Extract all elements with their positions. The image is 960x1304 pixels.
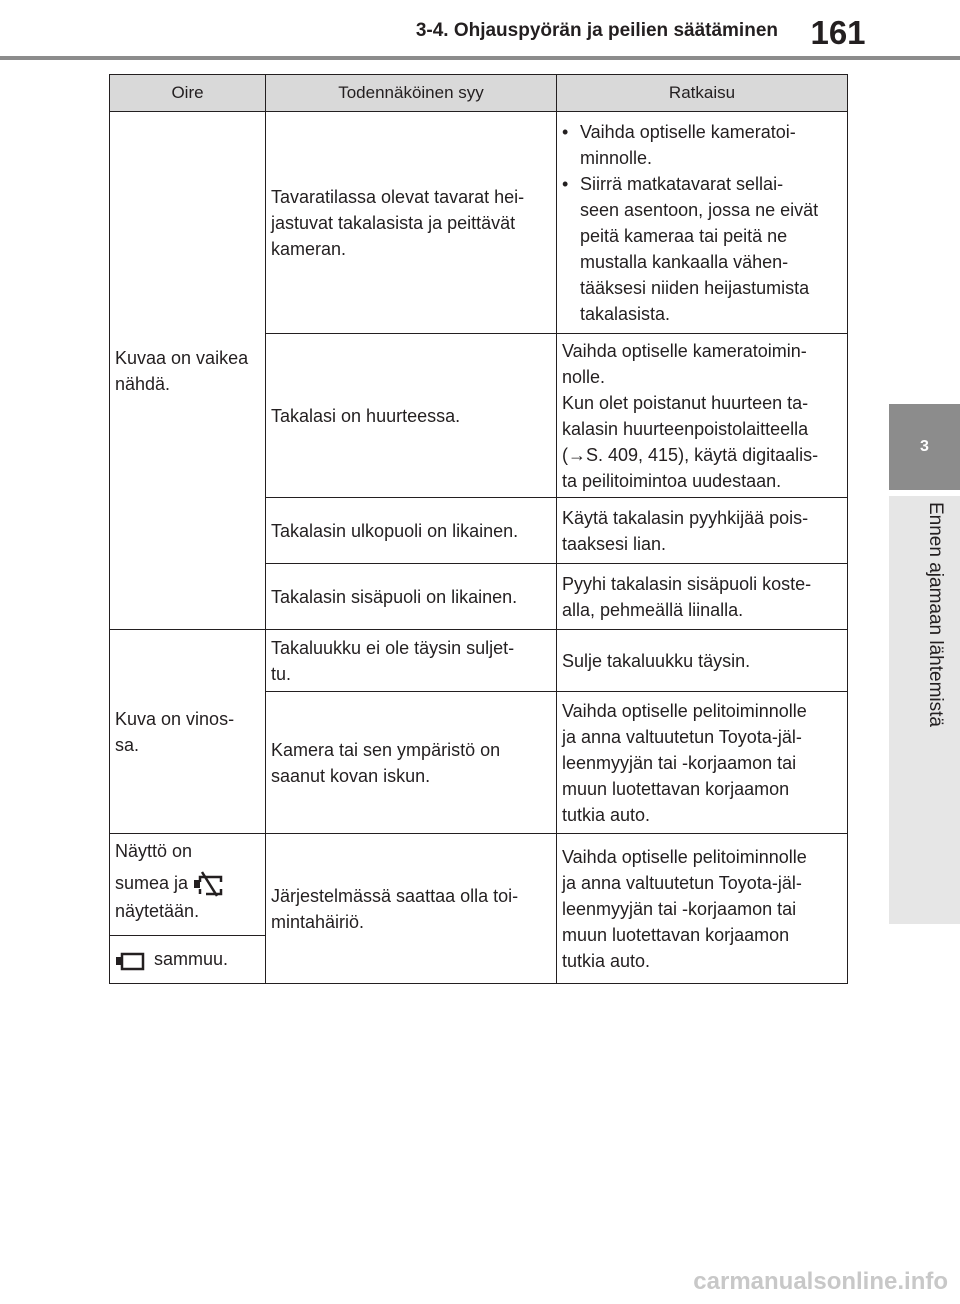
solution-cell — [557, 834, 848, 984]
solution-line: Käytä takalasin pyyhkijää pois- — [562, 507, 809, 528]
header-symptom: Oire — [110, 75, 266, 112]
solution-line: leenmyyjän tai -korjaamon tai — [562, 898, 797, 919]
solution-line: muun luotettavan korjaamon — [562, 778, 790, 799]
solution-line: tääksesi niiden heijastumista — [580, 277, 810, 298]
solution-line: Kun olet poistanut huurteen ta- — [562, 392, 809, 413]
solution-list — [562, 119, 842, 327]
solution-line: ta peilitoimintoa uudestaan. — [562, 470, 782, 491]
solution-line: takalasista. — [580, 303, 671, 324]
solution-cell — [557, 630, 848, 692]
solution-line: (→S. 409, 415), käytä digitaalis- — [562, 444, 819, 465]
symptom-cell — [110, 936, 266, 984]
digital-mirror-indicator-icon — [115, 949, 149, 973]
cause-line: Kamera tai sen ympäristö on — [271, 739, 501, 760]
watermark: carmanualsonline.info — [693, 1268, 948, 1295]
cause-cell — [266, 692, 557, 834]
cause-line: Takalasin ulkopuoli on likainen. — [271, 520, 519, 541]
cause-cell — [266, 564, 557, 630]
cause-line: Takalasin sisäpuoli on likainen. — [271, 586, 518, 607]
solution-line: seen asentoon, jossa ne eivät — [580, 199, 819, 220]
cause-line: Takalasi on huurteessa. — [271, 405, 461, 426]
solution-line: alla, pehmeällä liinalla. — [562, 599, 744, 620]
table-header-row — [110, 75, 848, 112]
solution-line: • Siirrä matkatavarat sellai- — [580, 173, 784, 194]
solution-line: leenmyyjän tai -korjaamon tai — [562, 752, 797, 773]
solution-line: mustalla kankaalla vähen- — [580, 251, 789, 272]
symptom-line: Kuva on vinos- — [115, 708, 235, 729]
solution-line: tutkia auto. — [562, 950, 651, 971]
header-solution: Ratkaisu — [557, 75, 848, 112]
symptom-line: Näyttö on — [115, 841, 193, 861]
symptom-text: sammuu. — [154, 949, 229, 970]
solution-line: muun luotettavan korjaamon — [562, 924, 790, 945]
troubleshooting-table — [109, 74, 848, 984]
solution-line: ja anna valtuutetun Toyota-jäl- — [562, 726, 802, 747]
table-row — [110, 630, 848, 692]
solution-bullet — [562, 119, 842, 171]
solution-line: nolle. — [562, 366, 606, 387]
page-number: 161 — [810, 14, 866, 51]
solution-line: Sulje takaluukku täysin. — [562, 650, 751, 671]
solution-cell — [557, 564, 848, 630]
cause-line: jastuvat takalasista ja peittävät — [271, 212, 516, 233]
digital-mirror-slashed-indicator-icon — [193, 870, 227, 898]
table-row — [110, 112, 848, 334]
cause-cell — [266, 334, 557, 498]
symptom-line — [115, 870, 260, 898]
chapter-title: Ennen ajamaan lähtemistä — [925, 502, 946, 727]
section-title: 3-4. Ohjauspyörän ja peilien säätäminen — [415, 20, 778, 41]
cause-line: tu. — [271, 663, 292, 684]
symptom-line: sa. — [115, 734, 140, 755]
cause-line: kameran. — [271, 238, 347, 259]
solution-cell — [557, 692, 848, 834]
solution-cell — [557, 112, 848, 334]
symptom-line: nähdä. — [115, 373, 171, 394]
solution-line: Pyyhi takalasin sisäpuoli koste- — [562, 573, 812, 594]
cause-line: Tavaratilassa olevat tavarat hei- — [271, 186, 525, 207]
chapter-number-tab: 3 — [889, 404, 960, 490]
symptom-line: Kuvaa on vaikea — [115, 347, 249, 368]
solution-line: • Vaihda optiselle kameratoi- — [580, 121, 796, 142]
solution-line: Vaihda optiselle pelitoiminnolle — [562, 846, 807, 867]
cause-cell — [266, 112, 557, 334]
cause-cell — [266, 834, 557, 984]
solution-line: taaksesi lian. — [562, 533, 667, 554]
cause-line: Takaluukku ei ole täysin suljet- — [271, 637, 515, 658]
symptom-line: näytetään. — [115, 901, 200, 922]
cause-line: mintahäiriö. — [271, 911, 365, 932]
solution-line: Vaihda optiselle kameratoimin- — [562, 340, 807, 361]
table-row — [110, 834, 848, 936]
cause-cell — [266, 630, 557, 692]
solution-line: Vaihda optiselle pelitoiminnolle — [562, 700, 807, 721]
solution-line: minnolle. — [580, 147, 653, 168]
symptom-cell — [110, 630, 266, 834]
cause-cell — [266, 498, 557, 564]
header-cause: Todennäköinen syy — [266, 75, 557, 112]
symptom-text: sumea ja — [115, 873, 189, 893]
solution-line: peitä kameraa tai peitä ne — [580, 225, 788, 246]
solution-bullet — [562, 171, 842, 327]
header-rule — [0, 56, 960, 60]
symptom-cell — [110, 834, 266, 936]
solution-line: tutkia auto. — [562, 804, 651, 825]
symptom-cell — [110, 112, 266, 630]
cause-line: Järjestelmässä saattaa olla toi- — [271, 885, 519, 906]
solution-line: kalasin huurteenpoistolaitteella — [562, 418, 809, 439]
cause-line: saanut kovan iskun. — [271, 765, 431, 786]
solution-cell — [557, 334, 848, 498]
solution-cell — [557, 498, 848, 564]
solution-line: ja anna valtuutetun Toyota-jäl- — [562, 872, 802, 893]
